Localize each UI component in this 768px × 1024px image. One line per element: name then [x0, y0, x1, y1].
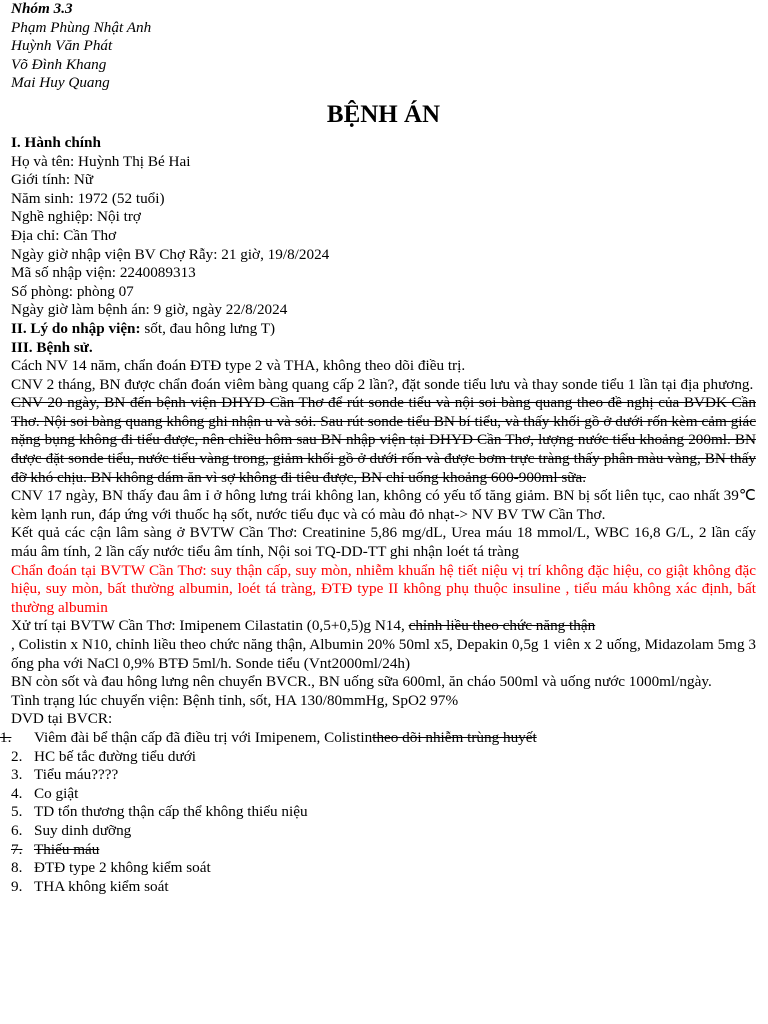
list-item — [11, 748, 756, 767]
list-number: 7. — [11, 840, 23, 858]
list-item-text: TD tổn thương thận cấp thể không thiểu niệu — [34, 803, 308, 821]
list-item-text: Tiểu máu???? — [34, 766, 119, 784]
list-item — [11, 859, 756, 878]
list-number: 8. — [11, 859, 23, 877]
list-item — [11, 878, 756, 897]
list-item — [0, 728, 756, 748]
admin-line-name: Họ và tên: Huỳnh Thị Bé Hai — [11, 152, 191, 170]
history-paragraph: BN còn sốt và đau hông lưng nên chuyển BVCR., BN uống sữa 600ml, ăn cháo 500ml và uống nước 1000ml/ngày. — [11, 673, 712, 691]
author-name: Mai Huy Quang — [11, 74, 110, 92]
section-heading-reason: II. Lý do nhập viện: — [11, 319, 141, 337]
admin-section — [11, 134, 756, 320]
group-name: Nhóm 3.3 — [11, 0, 73, 17]
history-paragraph-struck: CNV 20 ngày, BN đến bệnh viện ĐHYD Cần Thơ để rút sonde tiểu và nội soi bàng quang theo đề nghị của BVĐK Cần Thơ. Nội soi bàng quang không ghi nhận u và sỏi. Sau rút sonde tiểu BN bí tiểu, và thấy khối gồ ở dưới rốn kèm cảm giác nặng bụng không đi tiểu được, nên chiều hôm sau BN nhập viện tại ĐHYD Cần Thơ, lượng nước tiểu khoảng 200ml. BN được đặt sonde tiểu, nước tiểu vàng trong, giảm khối gồ ở dưới rốn và được bơm trực tràng thấy phân màu vàng, BN thấy đỡ khó chịu. BN không dám ăn vì sợ không đi tiêu được, BN chỉ uống khoảng 600-900ml sữa. — [11, 394, 756, 486]
list-item — [11, 785, 756, 804]
list-number: 5. — [11, 803, 23, 821]
section-heading-admin: I. Hành chính — [11, 133, 101, 151]
treatment-struck-text: chỉnh liều theo chức năng thận — [408, 617, 596, 635]
admin-line-birth-year: Năm sinh: 1972 (52 tuổi) — [11, 189, 165, 207]
history-paragraph: Tình trạng lúc chuyển viện: Bệnh tỉnh, sốt, HA 130/80mmHg, SpO2 97% — [11, 691, 459, 709]
author-name: Huỳnh Văn Phát — [11, 37, 113, 55]
list-number: 9. — [11, 877, 23, 895]
history-treatment-continued: , Colistin x N10, chỉnh liều theo chức năng thận, Albumin 20% 50ml x5, Depakin 0,5g 1 viên x 2 uống, Midazolam 5mg 3 ống pha với NaCl 0,9% BTĐ 5ml/h. Sonde tiểu (Vnt2000ml/24h) — [11, 636, 756, 672]
diagnosis-list — [0, 728, 756, 896]
admin-line-room: Số phòng: phòng 07 — [11, 282, 134, 300]
list-item-text: ĐTĐ type 2 không kiểm soát — [34, 859, 211, 877]
history-treatment — [11, 617, 756, 636]
author-name: Phạm Phùng Nhật Anh — [11, 18, 152, 36]
section-heading-history: III. Bệnh sử. — [11, 338, 93, 356]
list-item-struck-text: theo dõi nhiễm trùng huyết — [372, 728, 537, 746]
admin-line-admission-id: Mã số nhập viện: 2240089313 — [11, 264, 196, 282]
admin-line-admission-time: Ngày giờ nhập viện BV Chợ Rẫy: 21 giờ, 19/8/2024 — [11, 245, 330, 263]
admin-line-occupation: Nghề nghiệp: Nội trợ — [11, 208, 141, 226]
treatment-text: Xử trí tại BVTW Cần Thơ: Imipenem Cilastatin (0,5+0,5)g N14, — [11, 617, 409, 635]
history-paragraph: Kết quả các cận lâm sàng ở BVTW Cần Thơ: Creatinine 5,86 mg/dL, Urea máu 18 mmol/L, WBC 16,8 G/L, 2 lần cấy máu âm tính, 2 lần cấy nước tiểu âm tính, Nội soi TQ-DD-TT ghi nhận loét tá tràng — [11, 524, 756, 561]
admin-line-address: Địa chỉ: Cần Thơ — [11, 226, 117, 244]
list-item-text: HC bế tắc đường tiểu dưới — [34, 747, 197, 765]
list-number: 3. — [11, 766, 23, 784]
reason-text: sốt, đau hông lưng T) — [140, 319, 276, 337]
history-paragraph: CNV 2 tháng, BN được chẩn đoán viêm bàng quang cấp 2 lần?, đặt sonde tiểu lưu và thay sonde tiểu 1 lần tại địa phương. — [11, 375, 754, 393]
author-name: Võ Đình Khang — [11, 55, 107, 73]
list-number: 4. — [11, 784, 23, 802]
list-number: 6. — [11, 821, 23, 839]
history-section — [11, 339, 756, 729]
list-item-text: Suy dinh dưỡng — [34, 821, 132, 839]
author-block — [11, 0, 756, 93]
document-title: BỆNH ÁN — [326, 100, 441, 128]
list-number: 1. — [0, 728, 12, 746]
list-item — [11, 822, 756, 841]
history-paragraph: Cách NV 14 năm, chẩn đoán ĐTĐ type 2 và THA, không theo dõi điều trị. — [11, 357, 466, 375]
history-paragraph: CNV 17 ngày, BN thấy đau âm ỉ ở hông lưng trái không lan, không có yếu tố tăng giảm. BN bị sốt liên tục, cao nhất 39℃ kèm lạnh run, đáp ứng với thuốc hạ sốt, nước tiểu đục và có màu đỏ nhạt-> NV BV TW Cần Thơ. — [11, 487, 756, 523]
history-paragraph: DVD tại BVCR: — [11, 710, 113, 728]
history-diagnosis-red: Chẩn đoán tại BVTW Cần Thơ: suy thận cấp, suy mòn, nhiễm khuẩn hệ tiết niệu vị trí không đặc hiệu, co giật không đặc hiệu, suy mòn, bất thường albumin, loét tá tràng, ĐTĐ type II không phụ thuộc insuline , tiểu máu không xác định, bất thường albumin — [11, 561, 756, 616]
list-item — [11, 803, 756, 822]
list-item-text: THA không kiểm soát — [34, 877, 169, 895]
list-item-struck-text: Thiếu máu — [34, 840, 100, 858]
list-item-text: Viêm đài bể thận cấp đã điều trị với Imipenem, Colistin — [34, 728, 373, 746]
admin-line-sex: Giới tính: Nữ — [11, 171, 94, 189]
reason-section — [11, 320, 756, 339]
list-item — [11, 766, 756, 785]
admin-line-record-time: Ngày giờ làm bệnh án: 9 giờ, ngày 22/8/2024 — [11, 301, 288, 319]
list-item — [11, 841, 756, 860]
list-item-text: Co giật — [34, 784, 79, 802]
list-number: 2. — [11, 747, 23, 765]
